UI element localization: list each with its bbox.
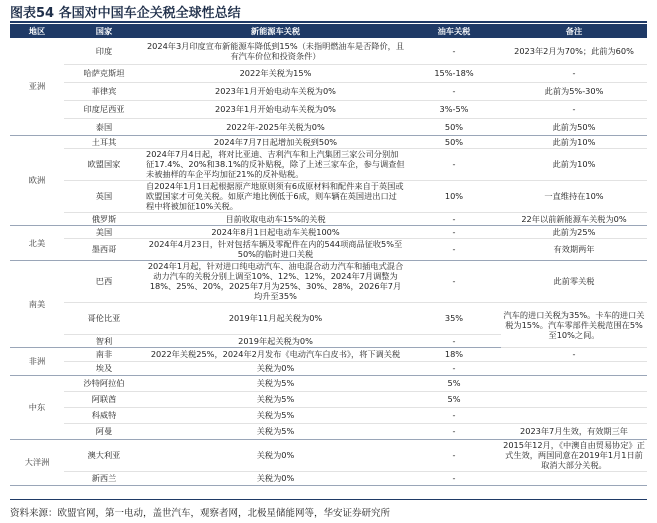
policy-cell: 关税为0% bbox=[144, 361, 407, 375]
note-cell bbox=[501, 407, 647, 423]
country-cell: 澳大利亚 bbox=[64, 439, 144, 471]
country-cell: 智利 bbox=[64, 334, 144, 347]
figure-title: 图表54 各国对中国车企关税全球性总结 bbox=[10, 6, 241, 21]
fuel-cell: 50% bbox=[407, 135, 501, 148]
note-cell: 此前零关税 bbox=[501, 260, 647, 302]
fuel-cell: - bbox=[407, 423, 501, 439]
fuel-cell: 10% bbox=[407, 180, 501, 212]
note-cell: 一直维持在10% bbox=[501, 180, 647, 212]
table-row bbox=[10, 391, 647, 407]
table-row bbox=[10, 64, 647, 82]
table-row bbox=[10, 225, 647, 238]
note-cell bbox=[501, 361, 647, 375]
region-cell: 欧洲 bbox=[10, 135, 64, 225]
fuel-cell: - bbox=[407, 439, 501, 471]
table-row bbox=[10, 347, 647, 361]
header-country: 国家 bbox=[64, 24, 144, 38]
title-rule bbox=[10, 21, 647, 23]
fuel-cell: 5% bbox=[407, 391, 501, 407]
policy-cell: 关税为0% bbox=[144, 471, 407, 485]
table-row bbox=[10, 100, 647, 118]
table-row bbox=[10, 302, 647, 334]
fuel-cell: 15%-18% bbox=[407, 64, 501, 82]
note-cell: 此前为10% bbox=[501, 135, 647, 148]
policy-cell: 目前收取电动车15%的关税 bbox=[144, 212, 407, 225]
country-cell: 俄罗斯 bbox=[64, 212, 144, 225]
country-cell: 欧盟国家 bbox=[64, 148, 144, 180]
tariff-table bbox=[10, 24, 647, 486]
note-cell: - bbox=[501, 64, 647, 82]
region-cell: 北美 bbox=[10, 225, 64, 260]
policy-cell: 2019年起关税为0% bbox=[144, 334, 407, 347]
policy-cell: 2024年3月印度宣布新能源车降低到15%（未指明燃油车是否降价，且有汽车价位和投资条件） bbox=[144, 38, 407, 64]
fuel-cell: 5% bbox=[407, 375, 501, 391]
table-row bbox=[10, 471, 647, 485]
table-row bbox=[10, 82, 647, 100]
region-cell: 中东 bbox=[10, 375, 64, 439]
country-cell: 印度尼西亚 bbox=[64, 100, 144, 118]
fuel-cell: - bbox=[407, 334, 501, 347]
table-row bbox=[10, 38, 647, 64]
note-cell: 2015年12月，《中澳自由贸易协定》正式生效，两国同意在2019年1月1日前取消大部分关税。 bbox=[501, 439, 647, 471]
country-cell: 美国 bbox=[64, 225, 144, 238]
note-cell: 此前为25% bbox=[501, 225, 647, 238]
policy-cell: 关税为5% bbox=[144, 375, 407, 391]
note-cell: 汽车的进口关税为35%。卡车的进口关税为15%。汽车零部件关税范围在5%至10%之间。 bbox=[501, 302, 647, 347]
policy-cell: 关税为0% bbox=[144, 439, 407, 471]
note-cell: 此前为5%-30% bbox=[501, 82, 647, 100]
policy-cell: 2022年关税25%，2024年2月发布《电动汽车白皮书》，将下调关税 bbox=[144, 347, 407, 361]
fuel-cell: - bbox=[407, 225, 501, 238]
note-cell: 22年以前新能源车关税为0% bbox=[501, 212, 647, 225]
policy-cell: 2023年1月开始电动车关税为0% bbox=[144, 100, 407, 118]
country-cell: 菲律宾 bbox=[64, 82, 144, 100]
country-cell: 新西兰 bbox=[64, 471, 144, 485]
note-cell: 有效期两年 bbox=[501, 238, 647, 260]
country-cell: 印度 bbox=[64, 38, 144, 64]
policy-cell: 自2024年1月1日起根据原产地原则须有6成原材料和配件来自于英国或欧盟国家才可免关税。如原产地比例低于6成，则车辆在英国进出口过程中将被加征10%关税。 bbox=[144, 180, 407, 212]
fuel-cell: - bbox=[407, 407, 501, 423]
policy-cell: 2023年1月开始电动车关税为0% bbox=[144, 82, 407, 100]
region-cell: 亚洲 bbox=[10, 38, 64, 135]
fuel-cell: - bbox=[407, 148, 501, 180]
header-fuel: 油车关税 bbox=[407, 24, 501, 38]
country-cell: 泰国 bbox=[64, 118, 144, 135]
fuel-cell: - bbox=[407, 471, 501, 485]
country-cell: 巴西 bbox=[64, 260, 144, 302]
note-cell: 此前为50% bbox=[501, 118, 647, 135]
header-region: 地区 bbox=[10, 24, 64, 38]
policy-cell: 2024年7月4日起，将对比亚迪、吉利汽车和上汽集团三家公司分别加征17.4%、20%和38.1%的反补贴税，除了上述三家车企，参与调查但未被抽样的车企平均加征21%的反补贴税。 bbox=[144, 148, 407, 180]
table-row bbox=[10, 439, 647, 471]
note-cell: - bbox=[501, 347, 647, 361]
country-cell: 沙特阿拉伯 bbox=[64, 375, 144, 391]
table-row bbox=[10, 180, 647, 212]
table-row bbox=[10, 361, 647, 375]
note-cell bbox=[501, 471, 647, 485]
country-cell: 土耳其 bbox=[64, 135, 144, 148]
fuel-cell: 18% bbox=[407, 347, 501, 361]
region-cell: 非洲 bbox=[10, 347, 64, 375]
policy-cell: 关税为5% bbox=[144, 391, 407, 407]
policy-cell: 2022年关税为15% bbox=[144, 64, 407, 82]
fuel-cell: - bbox=[407, 212, 501, 225]
note-cell: 2023年7月生效，有效期三年 bbox=[501, 423, 647, 439]
policy-cell: 2024年4月23日，针对包括车辆及零配件在内的544项商品征收5%至50%的临时进口关税 bbox=[144, 238, 407, 260]
fuel-cell: - bbox=[407, 361, 501, 375]
policy-cell: 关税为5% bbox=[144, 423, 407, 439]
table-row bbox=[10, 238, 647, 260]
country-cell: 阿曼 bbox=[64, 423, 144, 439]
policy-cell: 2024年7月7日起增加关税到50% bbox=[144, 135, 407, 148]
header-policy: 新能源车关税 bbox=[144, 24, 407, 38]
fuel-cell: 35% bbox=[407, 302, 501, 334]
policy-cell: 2019年11月起关税为0% bbox=[144, 302, 407, 334]
country-cell: 南非 bbox=[64, 347, 144, 361]
country-cell: 哥伦比亚 bbox=[64, 302, 144, 334]
note-cell bbox=[501, 391, 647, 407]
policy-cell: 2024年1月起，针对进口纯电动汽车、油电混合动力汽车和插电式混合动力汽车的关税分别上调至10%、12%、12%，2024年7月调整为18%、25%、20%，2025年7月为25%、30%、28%，2026年7月均升至35% bbox=[144, 260, 407, 302]
country-cell: 英国 bbox=[64, 180, 144, 212]
fuel-cell: - bbox=[407, 38, 501, 64]
country-cell: 哈萨克斯坦 bbox=[64, 64, 144, 82]
table-row bbox=[10, 423, 647, 439]
source-note: 资料来源：欧盟官网，第一电动，盖世汽车，观察者网，北极星储能网等，华安证券研究所 bbox=[10, 508, 391, 519]
table-row bbox=[10, 135, 647, 148]
table-row bbox=[10, 407, 647, 423]
fuel-cell: 3%-5% bbox=[407, 100, 501, 118]
region-cell: 南美 bbox=[10, 260, 64, 347]
fuel-cell: - bbox=[407, 82, 501, 100]
fuel-cell: - bbox=[407, 238, 501, 260]
header-note: 备注 bbox=[501, 24, 647, 38]
table-row bbox=[10, 260, 647, 302]
country-cell: 埃及 bbox=[64, 361, 144, 375]
table-row bbox=[10, 375, 647, 391]
table-row bbox=[10, 148, 647, 180]
note-cell: 此前为10% bbox=[501, 148, 647, 180]
country-cell: 墨西哥 bbox=[64, 238, 144, 260]
country-cell: 科威特 bbox=[64, 407, 144, 423]
table-header-row bbox=[10, 24, 647, 38]
region-cell: 大洋洲 bbox=[10, 439, 64, 485]
policy-cell: 2022年-2025年关税为0% bbox=[144, 118, 407, 135]
policy-cell: 关税为5% bbox=[144, 407, 407, 423]
note-cell: - bbox=[501, 100, 647, 118]
country-cell: 阿联酋 bbox=[64, 391, 144, 407]
fuel-cell: - bbox=[407, 260, 501, 302]
source-rule bbox=[10, 499, 647, 500]
fuel-cell: 50% bbox=[407, 118, 501, 135]
table-row bbox=[10, 118, 647, 135]
note-cell bbox=[501, 375, 647, 391]
table-row bbox=[10, 212, 647, 225]
note-cell: 2023年2月为70%；此前为60% bbox=[501, 38, 647, 64]
policy-cell: 2024年8月1日起电动车关税100% bbox=[144, 225, 407, 238]
